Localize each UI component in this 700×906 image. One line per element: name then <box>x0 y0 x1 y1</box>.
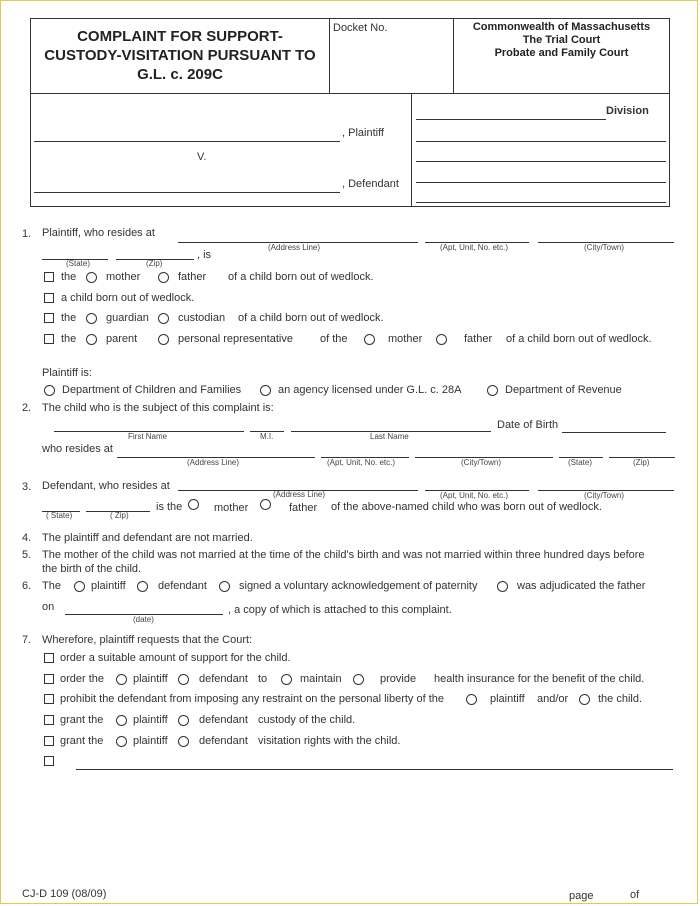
defendant-city-sublabel: (City/Town) <box>584 491 625 500</box>
radio-r4-plaintiff[interactable] <box>116 715 127 726</box>
form-title-line-1: COMPLAINT FOR SUPPORT- <box>77 28 283 45</box>
item4-number: 4. <box>22 532 32 544</box>
division-label: Division <box>606 105 649 117</box>
checkbox-other[interactable] <box>44 756 54 766</box>
other-request-field[interactable] <box>76 769 673 770</box>
item7-text: Wherefore, plaintiff requests that the Court: <box>42 634 253 646</box>
radio-r3-child[interactable] <box>579 694 590 705</box>
radio-r5-plaintiff[interactable] <box>116 736 127 747</box>
radio-guardian[interactable] <box>86 313 97 324</box>
court-line-1: Commonwealth of Massachusetts <box>472 21 651 33</box>
row4-mother: mother <box>388 333 423 345</box>
item2-text: The child who is the subject of this complaint is: <box>42 402 274 414</box>
radio-rep-father[interactable] <box>436 334 447 345</box>
r3-text: prohibit the defendant from imposing any restraint on the personal liberty of the <box>60 693 445 705</box>
defendant-name-field[interactable] <box>34 192 340 193</box>
checkbox-support[interactable] <box>44 653 54 663</box>
item5-line1: The mother of the child was not married at the time of the child's birth and was not married within three hundred days before <box>42 549 645 561</box>
item6-plaintiff: plaintiff <box>91 580 126 592</box>
row4-parent: parent <box>106 333 138 345</box>
page-label: page <box>569 890 594 902</box>
item3-text: Defendant, who resides at <box>42 480 170 492</box>
item6-defendant: defendant <box>158 580 207 592</box>
row1-mother: mother <box>106 271 141 283</box>
is-label: , is <box>197 249 212 261</box>
court-line-2: The Trial Court <box>522 34 601 46</box>
agency-label: an agency licensed under G.L. c. 28A <box>278 384 462 396</box>
radio-r2-maintain[interactable] <box>281 674 292 685</box>
r3-plaintiff: plaintiff <box>490 693 525 705</box>
defendant-father-label: father <box>289 502 318 514</box>
child-address-sublabel: (Address Line) <box>187 458 240 467</box>
division-line-3[interactable] <box>416 161 666 162</box>
defendant-zip-sublabel: ( Zip) <box>110 511 129 520</box>
address-sublabel: (Address Line) <box>268 243 321 252</box>
city-sublabel: (City/Town) <box>584 243 625 252</box>
radio-rep-mother[interactable] <box>364 334 375 345</box>
item7-number: 7. <box>22 634 32 646</box>
item2-number: 2. <box>22 402 32 414</box>
child-apt-sublabel: (Apt, Unit, No. etc.) <box>327 458 396 467</box>
r5-grant: grant the <box>60 735 104 747</box>
radio-item6-plaintiff[interactable] <box>74 581 85 592</box>
r2-plaintiff: plaintiff <box>133 673 168 685</box>
radio-custodian[interactable] <box>158 313 169 324</box>
r5-plaintiff: plaintiff <box>133 735 168 747</box>
last-name-sublabel: Last Name <box>370 432 409 441</box>
radio-personal-rep[interactable] <box>158 334 169 345</box>
checkbox-visitation[interactable] <box>44 736 54 746</box>
division-field[interactable] <box>416 119 606 120</box>
zip-sublabel: (Zip) <box>146 259 163 268</box>
r4-grant: grant the <box>60 714 104 726</box>
court-line-3: Probate and Family Court <box>494 47 629 59</box>
child-zip-sublabel: (Zip) <box>633 458 650 467</box>
first-name-sublabel: First Name <box>128 432 168 441</box>
defendant-apt-sublabel: (Apt, Unit, No. etc.) <box>440 491 509 500</box>
defendant-address-sublabel: (Address Line) <box>273 490 326 499</box>
radio-r3-plaintiff[interactable] <box>466 694 477 705</box>
r1-text: order a suitable amount of support for the child. <box>60 652 291 664</box>
r5-tail: visitation rights with the child. <box>258 735 401 747</box>
child-state-sublabel: (State) <box>568 458 593 467</box>
row1-father: father <box>178 271 207 283</box>
radio-dor[interactable] <box>487 385 498 396</box>
plaintiff-is-label: Plaintiff is: <box>42 367 92 379</box>
checkbox-row4[interactable] <box>44 334 54 344</box>
item6-copy: , a copy of which is attached to this complaint. <box>228 604 452 616</box>
row4-father: father <box>464 333 493 345</box>
form-title-line-3: G.L. c. 209C <box>137 66 223 83</box>
r2-defendant: defendant <box>199 673 248 685</box>
r2-provide: provide <box>380 673 417 685</box>
item1-text: Plaintiff, who resides at <box>42 227 155 239</box>
dob-label: Date of Birth <box>497 419 559 431</box>
versus-label: V. <box>197 151 207 163</box>
defendant-state-sublabel: ( State) <box>46 511 73 520</box>
radio-r4-defendant[interactable] <box>178 715 189 726</box>
mi-sublabel: M.I. <box>260 432 274 441</box>
radio-r5-defendant[interactable] <box>178 736 189 747</box>
r4-tail: custody of the child. <box>258 714 356 726</box>
form-id: CJ-D 109 (08/09) <box>22 888 107 900</box>
child-city-sublabel: (City/Town) <box>461 458 502 467</box>
dor-label: Department of Revenue <box>505 384 622 396</box>
plaintiff-label: , Plaintiff <box>342 127 384 139</box>
state-sublabel: (State) <box>66 259 91 268</box>
defendant-mother-label: mother <box>214 502 249 514</box>
checkbox-row2[interactable] <box>44 293 54 303</box>
row4-rep: personal representative <box>178 333 293 345</box>
r3-andor: and/or <box>537 693 569 705</box>
dcf-label: Department of Children and Families <box>62 384 242 396</box>
who-resides-label: who resides at <box>42 443 113 455</box>
child-dob-field[interactable] <box>562 432 666 433</box>
court-name <box>453 21 670 60</box>
r5-defendant: defendant <box>199 735 248 747</box>
division-line-4[interactable] <box>416 182 666 183</box>
checkbox-row3[interactable] <box>44 313 54 323</box>
item6-signed: signed a voluntary acknowledgement of paternity <box>239 580 478 592</box>
radio-agency[interactable] <box>260 385 271 396</box>
item5-number: 5. <box>22 549 32 561</box>
item3-tail: of the above-named child who was born out of wedlock. <box>331 501 602 513</box>
row1-tail: of a child born out of wedlock. <box>228 271 374 283</box>
radio-defendant-father[interactable] <box>260 499 271 510</box>
radio-father[interactable] <box>158 272 169 283</box>
item5-line2: the birth of the child. <box>42 563 142 575</box>
checkbox-row1[interactable] <box>44 272 54 282</box>
division-line-2[interactable] <box>416 141 666 142</box>
item6-date-sublabel: (date) <box>133 615 154 624</box>
radio-r2-provide[interactable] <box>353 674 364 685</box>
division-line-5[interactable] <box>416 202 666 203</box>
radio-defendant-mother[interactable] <box>188 499 199 510</box>
row3-the: the <box>61 312 77 324</box>
radio-dcf[interactable] <box>44 385 55 396</box>
defendant-label: , Defendant <box>342 178 399 190</box>
item4-text: The plaintiff and defendant are not married. <box>42 532 253 544</box>
radio-r2-plaintiff[interactable] <box>116 674 127 685</box>
r2-order: order the <box>60 673 105 685</box>
is-the-label: is the <box>156 501 183 513</box>
docket-label: Docket No. <box>333 22 388 34</box>
item6-number: 6. <box>22 580 32 592</box>
r2-to: to <box>258 673 268 685</box>
radio-mother[interactable] <box>86 272 97 283</box>
row1-the: the <box>61 271 77 283</box>
of-label: of <box>630 889 640 901</box>
apt-sublabel: (Apt, Unit, No. etc.) <box>440 243 509 252</box>
r3-child: the child. <box>598 693 643 705</box>
checkbox-insurance[interactable] <box>44 674 54 684</box>
radio-r2-defendant[interactable] <box>178 674 189 685</box>
row4-tail: of a child born out of wedlock. <box>506 333 652 345</box>
item6-on: on <box>42 601 55 613</box>
r4-defendant: defendant <box>199 714 248 726</box>
radio-item6-adjudicated[interactable] <box>497 581 508 592</box>
checkbox-custody[interactable] <box>44 715 54 725</box>
row4-ofthe: of the <box>320 333 348 345</box>
row4-the: the <box>61 333 77 345</box>
item1-number: 1. <box>22 228 32 240</box>
radio-item6-defendant[interactable] <box>137 581 148 592</box>
item3-number: 3. <box>22 481 32 493</box>
row3-guardian: guardian <box>106 312 149 324</box>
row3-custodian: custodian <box>178 312 226 324</box>
r2-maintain: maintain <box>300 673 342 685</box>
r4-plaintiff: plaintiff <box>133 714 168 726</box>
row2-text: a child born out of wedlock. <box>61 292 195 304</box>
plaintiff-name-field[interactable] <box>34 141 340 142</box>
form-title-line-2: CUSTODY-VISITATION PURSUANT TO <box>44 47 316 64</box>
radio-item6-signed[interactable] <box>219 581 230 592</box>
item6-the: The <box>42 580 61 592</box>
row3-tail: of a child born out of wedlock. <box>238 312 384 324</box>
checkbox-restraint[interactable] <box>44 694 54 704</box>
radio-parent[interactable] <box>86 334 97 345</box>
form-title <box>30 27 330 84</box>
item6-adjudicated: was adjudicated the father <box>517 580 646 592</box>
r2-tail: health insurance for the benefit of the child. <box>434 673 645 685</box>
